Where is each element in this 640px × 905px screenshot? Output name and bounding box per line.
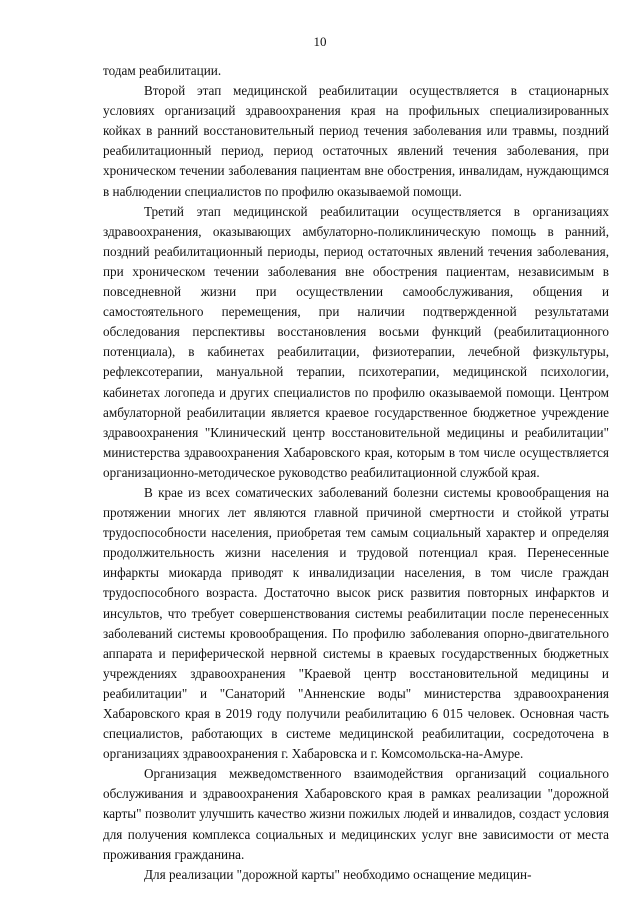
paragraph-circulatory-diseases: В крае из всех соматических заболеваний болезни системы кровообращения на протяжении многих лет являются главной причиной смертности и стойкой утраты трудоспособности населения, приобретая тем самым социальный характер и определяя продолжительность жизни населения и трудовой потенциал края. Перенесенные инфаркты миокарда приводят к инвалидизации населения, в том числе граждан трудоспособного возраста. Достаточно высок риск развития повторных инфарктов и инсультов, что требует совершенствования системы реабилитации после перенесенных заболеваний системы кровообращения. По профилю заболевания опорно-двигательного аппарата и периферической нервной системы в краевых государственных бюджетных учреждениях здравоохранения "Краевой центр восстановительной медицины и реабилитации" и "Санаторий "Анненские воды" министерства здравоохранения Хабаровского края в 2019 году получили реабилитацию 6 015 человек. Основная часть специалистов, работающих в системе медицинской реабилитации, сосредоточена в организациях здравоохранения г. Хабаровска и г. Комсомольска-на-Амуре. [103, 484, 609, 762]
paragraph-roadmap-equipment: Для реализации "дорожной карты" необходимо оснащение медицин- [144, 866, 532, 882]
paragraph-second-stage: Второй этап медицинской реабилитации осуществляется в стационарных условиях организаций здравоохранения края на профильных специализированных койках в ранний восстановительный период течения заболевания или травмы, поздний реабилитационный период, период остаточных явлений течения заболевания, при хроническом течении заболевания пациентам вне обострения, инвалидам, нуждающимся в наблюдении специалистов по профилю оказываемой помощи. [103, 83, 609, 199]
document-body [103, 61, 609, 885]
paragraph-interagency-cooperation: Организация межведомственного взаимодействия организаций социального обслуживания и здравоохранения Хабаровского края в рамках реализации "дорожной карты" позволит улучшить качество жизни пожилых людей и инвалидов, создаст условия для получения комплекса социальных и медицинских услуг вне зависимости от места проживания гражданина. [103, 766, 609, 862]
paragraph-continuation: тодам реабилитации. [103, 63, 222, 78]
paragraph-third-stage: Третий этап медицинской реабилитации осуществляется в организациях здравоохранения, оказывающих амбулаторно-поликлиническую помощь в ранний, поздний реабилитационный периоды, период остаточных явлений течения заболевания, при хроническом течении заболевания вне обострения пациентам, независимым в повседневной жизни при осуществлении самообслуживания, общения и самостоятельного перемещения, при наличии подтвержденной результатами обследования перспективы восстановления восьми функций (реабилитационного потенциала), в кабинетах реабилитации, физиотерапии, лечебной физкультуры, рефлексотерапии, мануальной терапии, психотерапии, медицинской психологии, кабинетах логопеда и других специалистов по профилю оказываемой помощи. Центром амбулаторной реабилитации является краевое государственное бюджетное учреждение здравоохранения "Клинический центр восстановительной медицины и реабилитации" министерства здравоохранения Хабаровского края, которым в том числе осуществляется организационно-методическое руководство реабилитационной службой края. [103, 203, 609, 480]
page-number: 10 [313, 34, 327, 49]
